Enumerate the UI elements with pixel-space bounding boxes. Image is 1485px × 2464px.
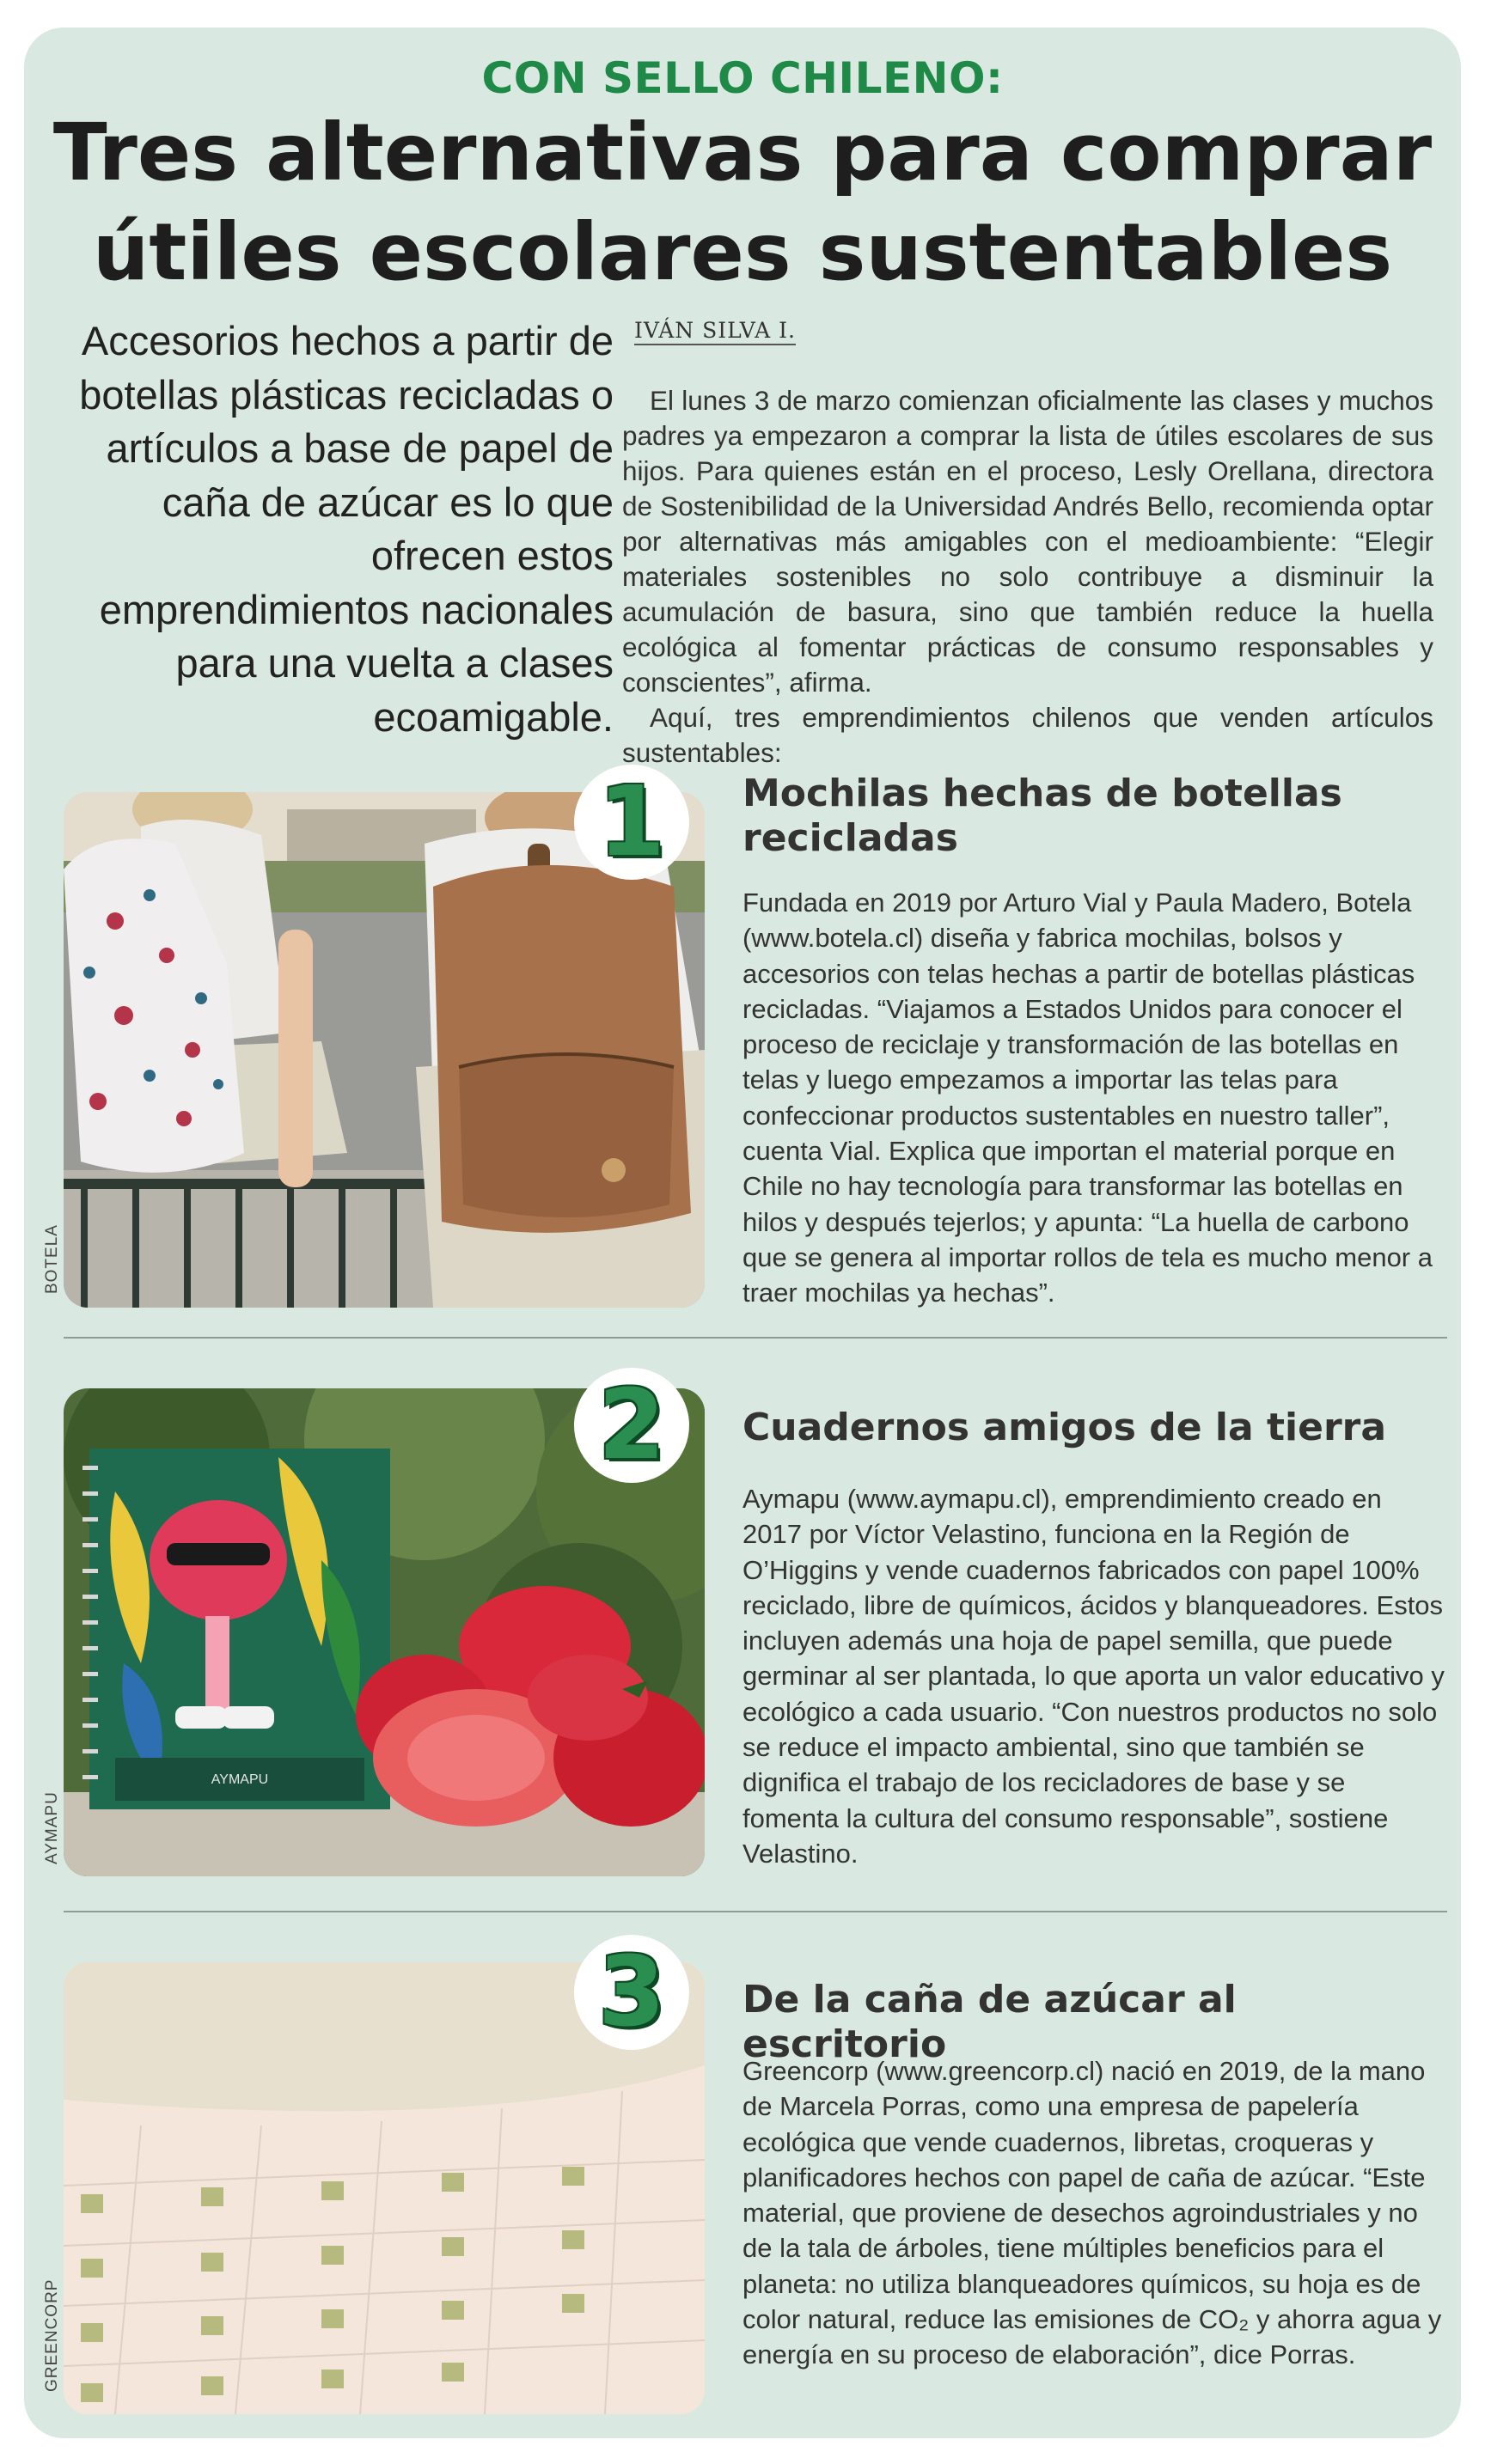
section-divider-1: [64, 1337, 1447, 1339]
intro-paragraph-1: El lunes 3 de marzo comienzan oficialmente las clases y muchos padres ya empezaron a comprar la lista de útiles escolares de sus hijos. Para quienes están en el proceso, Lesly Orellana, directora de Sostenibilidad de la Universidad Andrés Bello, recomienda optar por alternativas más amigables con el medioambiente: “Elegir materiales sostenibles no solo contribuye a disminuir la acumulación de basura, sino que también reduce la huella ecológica al fomentar prácticas de consumo responsables y conscientes”, afirma.: [622, 385, 1433, 698]
section-title-3: De la caña de azúcar al escritorio: [742, 1978, 1237, 2066]
section-body-2: Aymapu (www.aymapu.cl), emprendimiento creado en 2017 por Víctor Velastino, funciona en la Región de O’Higgins y vende cuadernos fabricados con papel 100% reciclado, libre de químicos, ácidos y blanqueadores. Estos incluyen además una hoja de papel semilla, que puede germinar al ser plantada, lo que aporta un valor educativo y ecológico a cada usuario. “Con nuestros productos no solo se reduce el impacto ambiental, sino que también se dignifica el trabajo de los recicladores de base y se fomenta la cultura del consumo responsable”, sostiene Velastino.: [742, 1484, 1445, 1869]
section-number-3: 3: [574, 1935, 689, 2050]
section-title-1: Mochilas hechas de botellas recicladas: [742, 772, 1342, 860]
article-lede: Accesorios hechos a partir de botellas plásticas recicladas o artículos a base de papel de caña de azúcar es lo que ofrecen estos emprendimientos nacionales para una vuelta a clases ecoamigable.: [79, 318, 614, 740]
article-headline: [24, 103, 1461, 302]
section-number-1: 1: [574, 765, 689, 880]
headline-line-1: Tres alternativas para comprar: [52, 107, 1433, 198]
photo-credit-aymapu: AYMAPU: [43, 1791, 61, 1864]
notebook-brand-text: AYMAPU: [211, 1772, 269, 1787]
section-body-1: Fundada en 2019 por Arturo Vial y Paula Madero, Botela (www.botela.cl) diseña y fabrica mochilas, bolsos y accesorios con telas hechas a partir de botellas plásticas recicladas. “Viajamos a Estados Unidos para conocer el proceso de reciclaje y transformación de las botellas en telas y luego empezamos a importar las telas para confeccionar productos sustentables en nuestro taller”, cuenta Vial. Explica que importan el material porque en Chile no hay tecnología para transformar las botellas en hilos y después tejerlos; y apunta: “La huella de carbono que se genera al importar rollos de tela es mucho menor a traer mochilas ya hechas”.: [742, 887, 1433, 1308]
section-title-2: Cuadernos amigos de la tierra: [742, 1406, 1387, 1449]
intro-paragraph-2: Aquí, tres emprendimientos chilenos que venden artículos sustentables:: [622, 702, 1433, 768]
intro-text: [622, 383, 1433, 771]
headline-line-2: útiles escolares sustentables: [92, 206, 1393, 298]
section-number-2: 2: [574, 1368, 689, 1483]
section-divider-2: [64, 1911, 1447, 1912]
article-card: [24, 27, 1461, 2438]
photo-credit-botela: BOTELA: [43, 1224, 61, 1294]
section-body-3: Greencorp (www.greencorp.cl) nació en 2019, de la mano de Marcela Porras, como una empresa de papelería ecológica que vende cuadernos, libretas, croqueras y planificadores hechos con papel de caña de azúcar. “Este material, que proviene de desechos agroindustriales y no de la tala de árboles, tiene múltiples beneficios para el planeta: no utiliza blanqueadores químicos, su hoja es de color natural, reduce las emisiones de CO₂ y ahorra agua y energía en su proceso de elaboración”, dice Porras.: [742, 2056, 1442, 2370]
byline: IVÁN SILVA I.: [634, 318, 796, 345]
photo-credit-greencorp: GREENCORP: [43, 2278, 61, 2392]
article-kicker: CON SELLO CHILENO:: [481, 53, 1004, 103]
